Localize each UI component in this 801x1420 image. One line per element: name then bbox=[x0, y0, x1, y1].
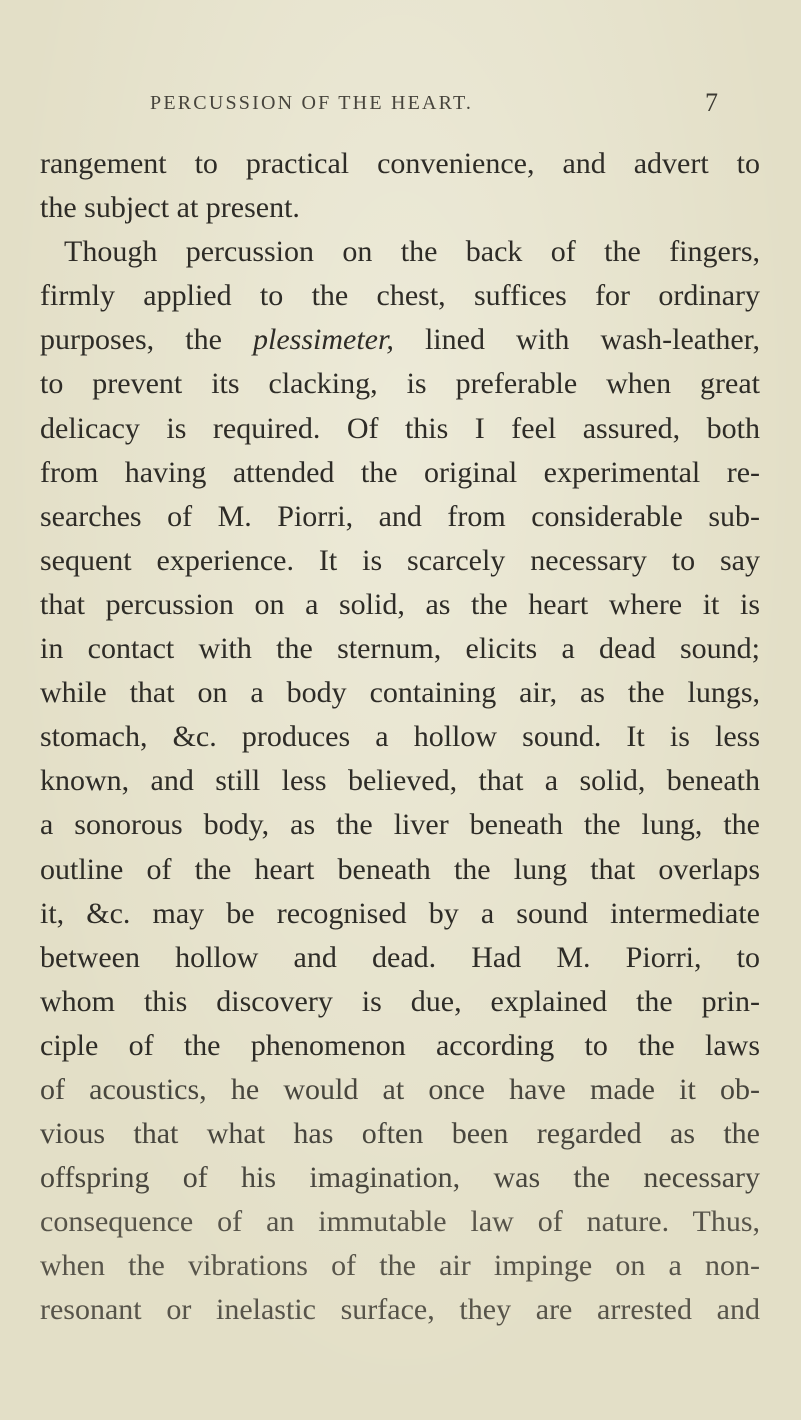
text-line: that percussion on a solid, as the heart where it is bbox=[40, 587, 760, 621]
text-line: sequent experience. It is scarcely necessary to say bbox=[40, 543, 760, 577]
text-line: of acoustics, he would at once have made it ob- bbox=[40, 1072, 760, 1106]
text-line: consequence of an immutable law of nature. Thus, bbox=[40, 1205, 760, 1239]
text-line: offspring of his imagination, was the necessary bbox=[40, 1161, 760, 1195]
text-line: vious that what has often been regarded as the bbox=[40, 1117, 760, 1151]
text-line: when the vibrations of the air impinge on a non- bbox=[40, 1249, 760, 1283]
text-line: known, and still less believed, that a solid, beneath bbox=[40, 764, 760, 798]
text-line: rangement to practical convenience, and advert to bbox=[40, 147, 760, 180]
running-head: PERCUSSION OF THE HEART. bbox=[150, 92, 474, 114]
text-line: a sonorous body, as the liver beneath the lung, the bbox=[40, 808, 760, 842]
text-line: firmly applied to the chest, suffices for ordinary bbox=[40, 279, 760, 313]
italic-term: plessimeter, bbox=[253, 323, 394, 357]
text-line: it, &c. may be recognised by a sound intermediate bbox=[40, 896, 760, 930]
text-line: delicacy is required. Of this I feel assured, both bbox=[40, 411, 760, 445]
text-line: to prevent its clacking, is preferable when great bbox=[40, 367, 760, 401]
text-line: in contact with the sternum, elicits a dead sound; bbox=[40, 632, 760, 666]
text-line bbox=[40, 318, 760, 362]
text-line: the subject at present. bbox=[40, 191, 300, 225]
text-line: while that on a body containing air, as the lungs, bbox=[40, 676, 760, 710]
text-line: ciple of the phenomenon according to the laws bbox=[40, 1028, 760, 1062]
text-line: Though percussion on the back of the fingers, bbox=[64, 235, 760, 269]
text-line: stomach, &c. produces a hollow sound. It is less bbox=[40, 720, 760, 754]
page-number: 7 bbox=[705, 88, 718, 117]
text-line: whom this discovery is due, explained the prin- bbox=[40, 984, 760, 1018]
text-line: between hollow and dead. Had M. Piorri, to bbox=[40, 940, 760, 974]
text-fragment: lined with wash-leather, bbox=[424, 323, 761, 357]
text-line: outline of the heart beneath the lung that overlaps bbox=[40, 852, 760, 886]
text-line: resonant or inelastic surface, they are arrested and bbox=[40, 1293, 760, 1327]
text-line: searches of M. Piorri, and from considerable sub- bbox=[40, 499, 760, 533]
text-line: from having attended the original experimental re- bbox=[40, 455, 760, 489]
body-text bbox=[40, 142, 760, 1333]
text-fragment: purposes, the bbox=[40, 323, 222, 357]
